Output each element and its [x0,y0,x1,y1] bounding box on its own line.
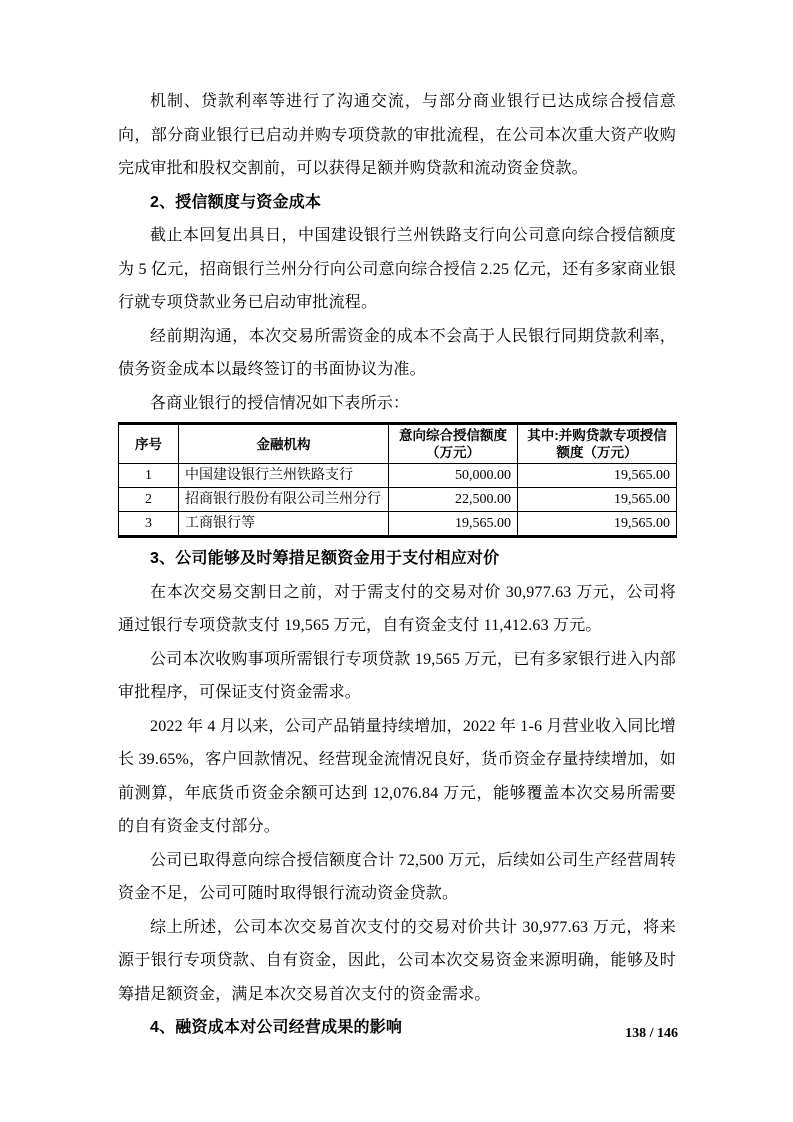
section-heading-3-timely-funding: 3、公司能够及时筹措足额资金用于支付相应对价 [150,550,500,567]
cell-credit-line: 19,565.00 [389,512,518,537]
col-header-institution: 金融机构 [179,424,389,464]
cell-credit-line: 50,000.00 [389,464,518,488]
paragraph-total-credit-line: 公司已取得意向综合授信额度合计 72,500 万元，后续如公司生产经营周转资金不足，公司可随时取得银行流动资金贷款。 [118,851,676,902]
cell-institution: 招商银行股份有限公司兰州分行 [179,488,389,512]
cell-no: 2 [119,488,179,512]
paragraph-credit-mechanism: 机制、贷款利率等进行了沟通交流，与部分商业银行已达成综合授信意向，部分商业银行已启动并购专项贷款的审批流程，在公司本次重大资产收购完成审批和股权交割前，可以获得足额并购贷款和流动资金贷款。 [118,93,676,177]
cell-credit-line: 22,500.00 [389,488,518,512]
paragraph-funding-cost: 经前期沟通，本次交易所需资金的成本不会高于人民银行同期贷款利率，债务资金成本以最终签订的书面协议为准。 [118,327,676,378]
table-row [119,464,677,488]
cell-no: 1 [119,464,179,488]
col-header-credit-line: 意向综合授信额度（万元） [389,424,518,464]
paragraph-revenue-growth: 2022 年 4 月以来，公司产品销量持续增加，2022 年 1-6 月营业收入同比增长 39.65%，客户回款情况、经营现金流情况良好，货币资金存量持续增加，如前测算，年底货币资金余额可达到 12,076.84 万元，能够覆盖本次交易所需要的自有资金支付部分。 [118,717,676,835]
col-header-ma-loan-line: 其中:并购贷款专项授信额度（万元） [518,424,677,464]
cell-institution: 中国建设银行兰州铁路支行 [179,464,389,488]
cell-ma-loan-line: 19,565.00 [518,512,677,537]
section-heading-2-credit-line-and-cost: 2、授信额度与资金成本 [150,193,322,211]
table-row [119,488,677,512]
cell-institution: 工商银行等 [179,512,389,537]
paragraph-payment-breakdown: 在本次交易交割日之前，对于需支付的交易对价 30,977.63 万元，公司将通过银行专项贷款支付 19,565 万元，自有资金支付 11,412.63 万元。 [118,583,676,634]
table-row [119,512,677,537]
cell-ma-loan-line: 19,565.00 [518,464,677,488]
paragraph-table-intro: 各商业银行的授信情况如下表所示： [150,394,410,412]
paragraph-conclusion: 综上所述，公司本次交易首次支付的交易对价共计 30,977.63 万元，将来源于银行专项贷款、自有资金，因此，公司本次交易资金来源明确，能够及时筹措足额资金，满足本次交易首次支付的资金需求。 [118,918,676,1003]
document-body [118,85,676,1045]
section-heading-4-financing-cost-impact: 4、融资成本对公司经营成果的影响 [150,1019,403,1036]
bank-credit-table [118,422,677,538]
table-header-row [119,424,677,464]
paragraph-special-loan-approval: 公司本次收购事项所需银行专项贷款 19,565 万元，已有多家银行进入内部审批程序，可保证支付资金需求。 [118,650,676,701]
col-header-no: 序号 [119,424,179,464]
cell-ma-loan-line: 19,565.00 [518,488,677,512]
cell-no: 3 [119,512,179,537]
paragraph-credit-line-detail: 截止本回复出具日，中国建设银行兰州铁路支行向公司意向综合授信额度为 5 亿元，招商银行兰州分行向公司意向综合授信 2.25 亿元，还有多家商业银行就专项贷款业务已启动审批流程。 [118,227,676,311]
page-number: 138 / 146 [625,1026,678,1041]
